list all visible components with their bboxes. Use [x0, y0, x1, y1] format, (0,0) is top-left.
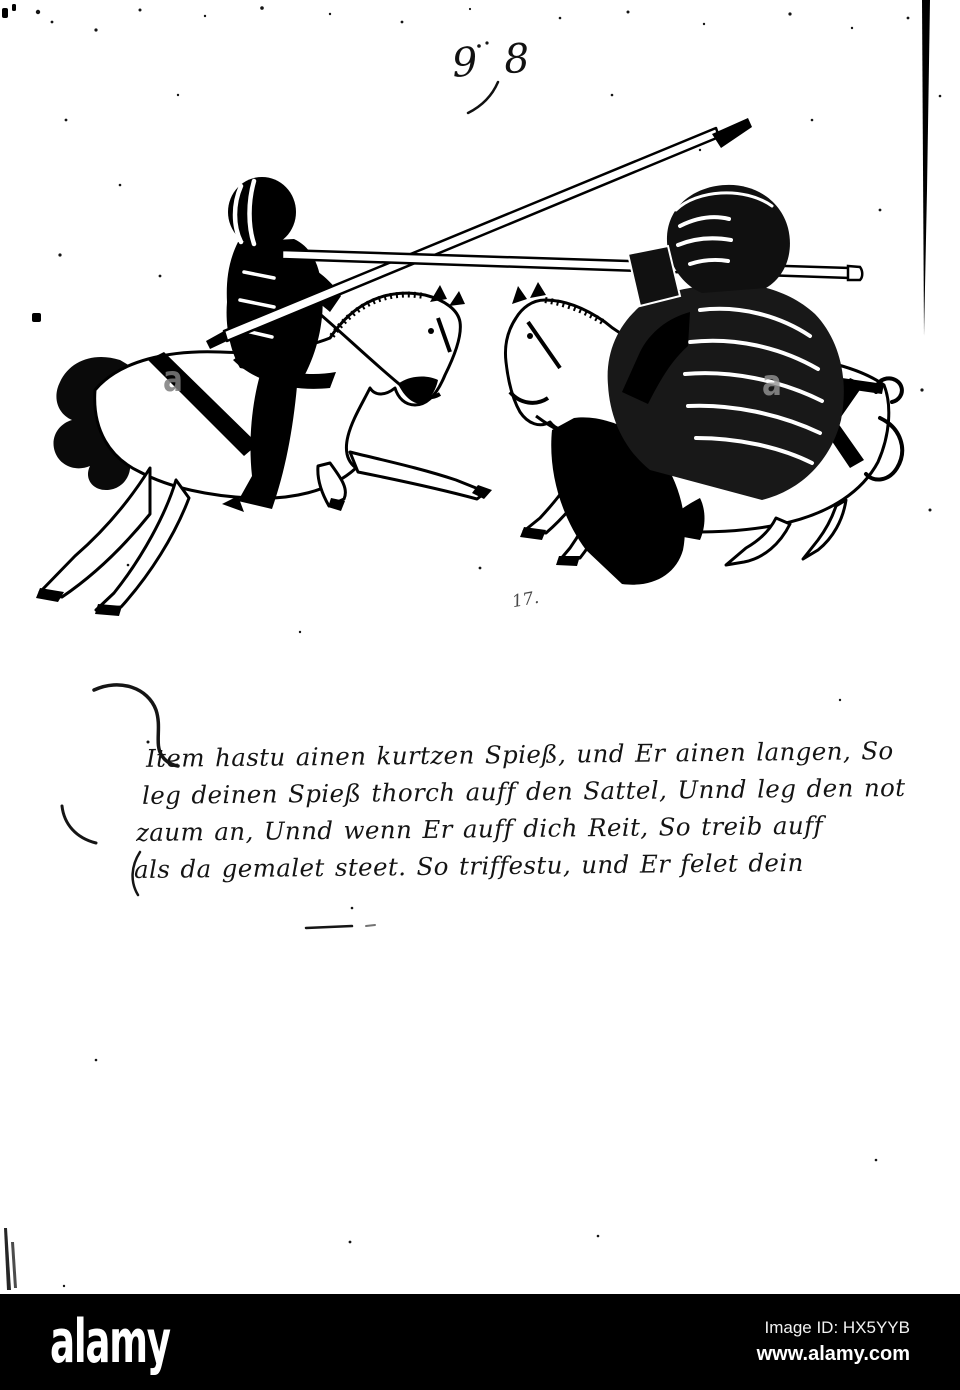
- watermark-letter-a-icon: a: [163, 359, 183, 400]
- ink-mark: 17.: [510, 587, 541, 613]
- alamy-logo: alamy: [50, 1307, 170, 1377]
- watermark-footer-bar: [0, 1294, 960, 1390]
- folio-flourish: [468, 82, 498, 113]
- image-id-label: Image ID: HX5YYB: [764, 1317, 910, 1337]
- footer-meta: [757, 1317, 910, 1367]
- scan-noise-speckles: [36, 6, 960, 1287]
- manuscript-text-block: [133, 736, 906, 884]
- horizontal-lance-butt: [848, 266, 862, 280]
- underline-dash-small: [366, 925, 375, 926]
- right-knight-and-horse: [505, 185, 902, 585]
- flourish-lower: [62, 806, 96, 843]
- alamy-url: www.alamy.com: [756, 1343, 910, 1366]
- scan-edge-marks: [2, 0, 930, 1290]
- manuscript-text-line: Item hastu ainen kurtzen Spieß, und Er ainen langen, So: [145, 736, 894, 773]
- left-horse-eye: [428, 328, 434, 334]
- watermark-letter-a-icon: a: [762, 363, 782, 404]
- manuscript-text-line: leg deinen Spieß thorch auff den Sattel, Unnd leg den not: [141, 772, 906, 810]
- manuscript-text-line: als da gemalet steet. So triffestu, und Er felet dein: [133, 847, 804, 884]
- manuscript-text-line: zaum an, Unnd wenn Er auff dich Reit, So treib auff: [135, 810, 824, 847]
- long-lance-butt: [206, 331, 227, 349]
- folio-number: 9 8: [450, 35, 539, 87]
- underline-dash: [306, 926, 352, 928]
- long-lance-head: [712, 118, 752, 148]
- right-horse-eye: [527, 333, 533, 339]
- left-horse-hind-legs: [40, 468, 189, 610]
- left-knight-and-horse: [36, 177, 492, 616]
